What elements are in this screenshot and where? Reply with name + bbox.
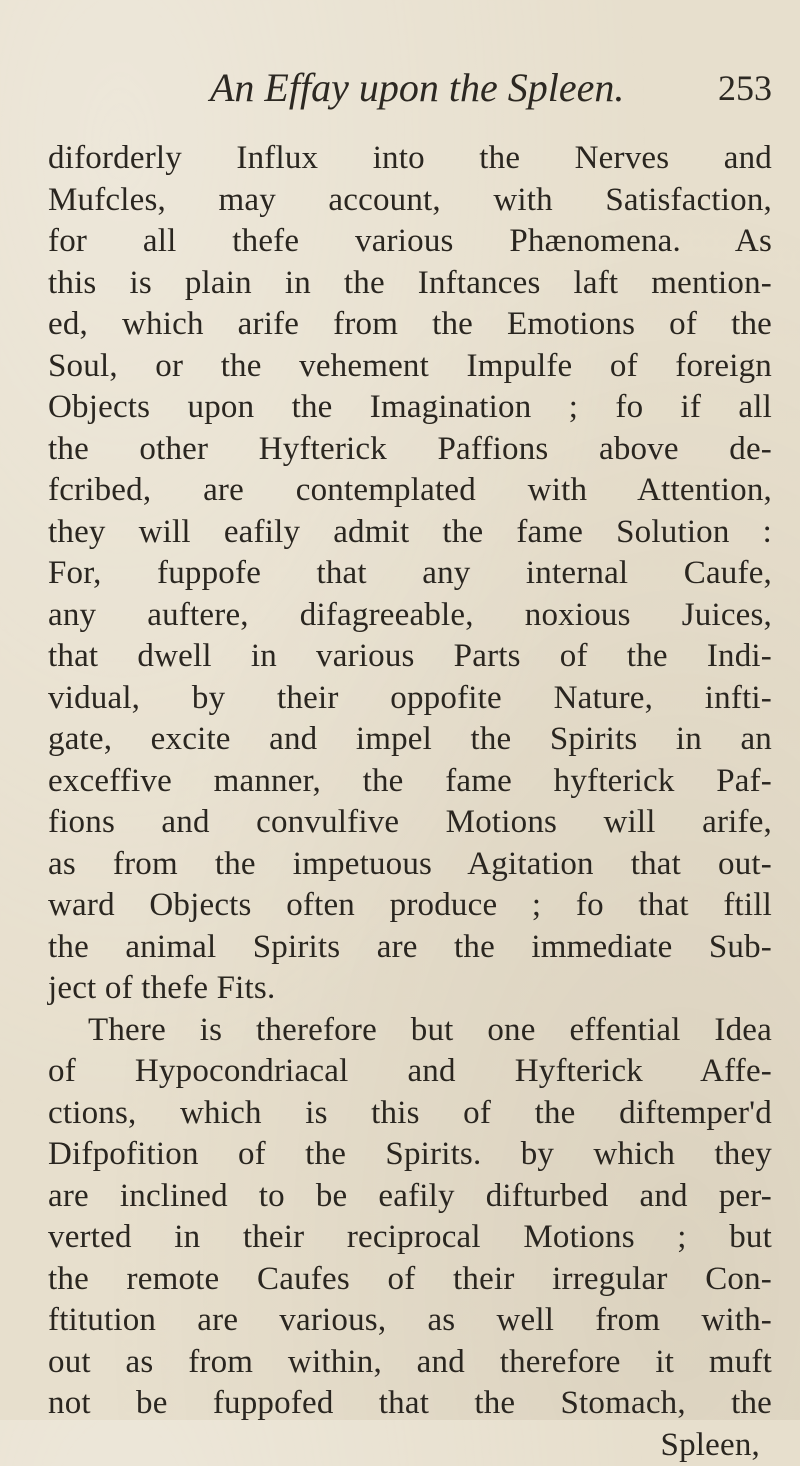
text-line: ed, which arife from the Emotions of the	[48, 304, 772, 346]
text-line: Mufcles, may account, with Satisfaction,	[48, 180, 772, 222]
text-line: as from the impetuous Agitation that out-	[48, 844, 772, 886]
text-line: diforderly Influx into the Nerves and	[48, 138, 772, 180]
text-line: exceffive manner, the fame hyfterick Paf-	[48, 761, 772, 803]
text-line: For, fuppofe that any internal Caufe,	[48, 553, 772, 595]
running-head	[48, 62, 772, 114]
text-line: any auftere, difagreeable, noxious Juices,	[48, 595, 772, 637]
text-line: for all thefe various Phænomena. As	[48, 221, 772, 263]
text-line: fcribed, are contemplated with Attention,	[48, 470, 772, 512]
text-line: Soul, or the vehement Impulfe of foreign	[48, 346, 772, 388]
text-line: Difpofition of the Spirits. by which they	[48, 1134, 772, 1176]
page-number: 253	[718, 62, 772, 114]
text-line: verted in their reciprocal Motions ; but	[48, 1217, 772, 1259]
paragraph-start-line: There is therefore but one effential Idea	[48, 1010, 772, 1052]
text-line: gate, excite and impel the Spirits in an	[48, 719, 772, 761]
text-line: of Hypocondriacal and Hyfterick Affe-	[48, 1051, 772, 1093]
text-line: are inclined to be eafily difturbed and per-	[48, 1176, 772, 1218]
text-line: not be fuppofed that the Stomach, the	[48, 1383, 772, 1425]
body-text	[48, 138, 772, 1466]
text-line: fions and convulfive Motions will arife,	[48, 802, 772, 844]
text-line: ctions, which is this of the diftemper'd	[48, 1093, 772, 1135]
text-line: this is plain in the Inftances laft mention-	[48, 263, 772, 305]
running-title: An Effay upon the Spleen.	[210, 62, 624, 114]
text-line: vidual, by their oppofite Nature, infti-	[48, 678, 772, 720]
text-line: the animal Spirits are the immediate Sub-	[48, 927, 772, 969]
text-line: they will eafily admit the fame Solution :	[48, 512, 772, 554]
text-line: out as from within, and therefore it muft	[48, 1342, 772, 1384]
text-line: the remote Caufes of their irregular Con-	[48, 1259, 772, 1301]
text-line: ftitution are various, as well from with-	[48, 1300, 772, 1342]
text-line: Objects upon the Imagination ; fo if all	[48, 387, 772, 429]
catchword: Spleen,	[48, 1425, 772, 1466]
text-line: ward Objects often produce ; fo that ftill	[48, 885, 772, 927]
paragraph-end-line: ject of thefe Fits.	[48, 968, 772, 1010]
text-line: that dwell in various Parts of the Indi-	[48, 636, 772, 678]
text-line: the other Hyfterick Paffions above de-	[48, 429, 772, 471]
